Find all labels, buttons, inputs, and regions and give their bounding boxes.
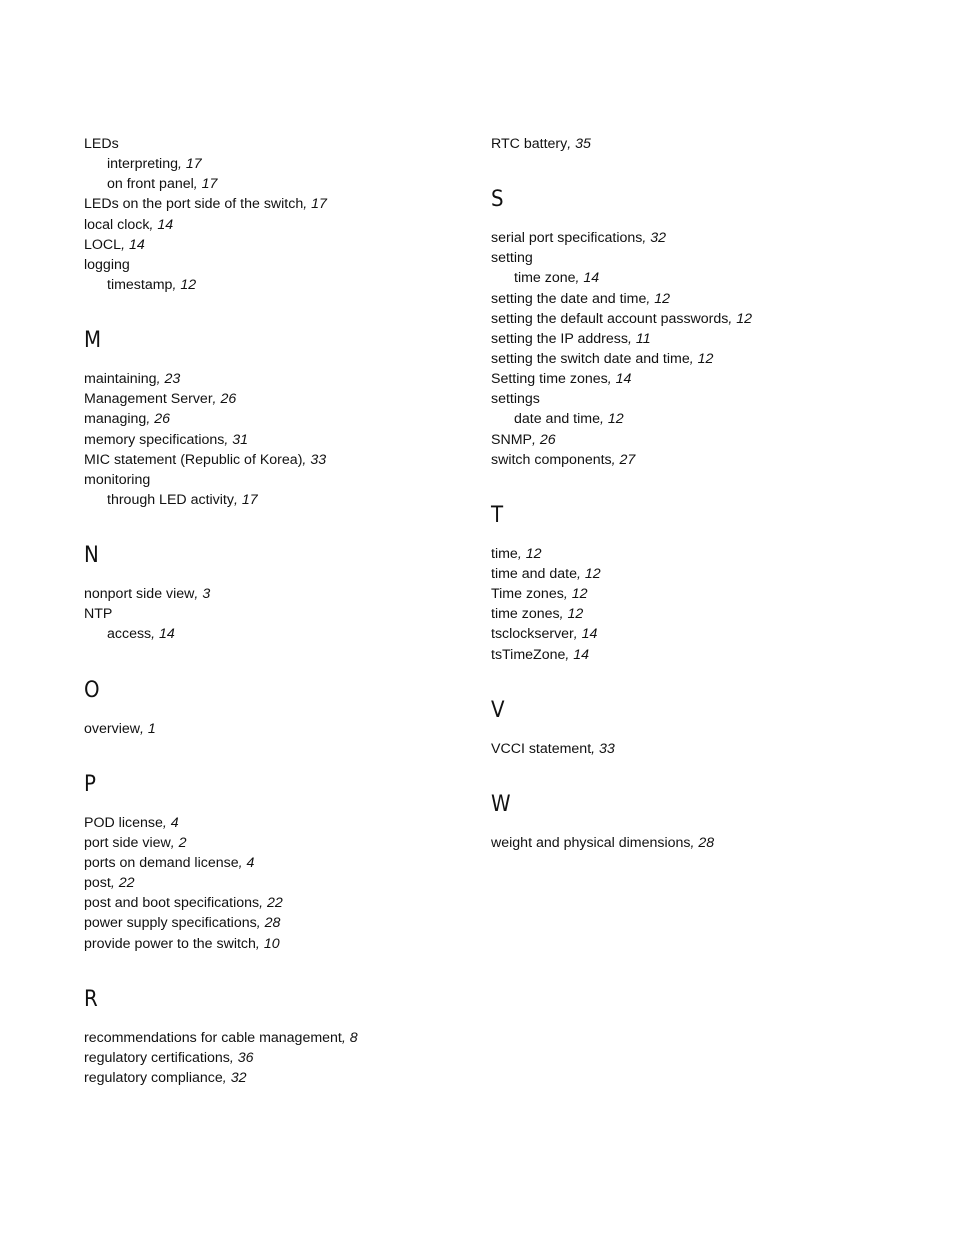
entry-term: weight and physical dimensions [491,834,691,851]
entry-term: time and date [491,565,577,582]
entry-page-link[interactable]: 1 [147,720,156,737]
entry-page-link[interactable]: 12 [525,545,542,562]
entry-term: interpreting [107,156,178,173]
entry-term: VCCI statement [491,740,592,757]
entry-page-link[interactable]: 14 [157,216,174,233]
entry-page-link[interactable]: 22 [266,895,283,912]
entry-term: maintaining [84,371,157,388]
entry-term: timestamp [107,276,173,293]
index-entry: switch components, 27 [491,451,636,468]
entry-page-link[interactable]: 12 [607,411,624,428]
index-entry: nonport side view, 3 [84,586,211,603]
index-entry: time zones, 12 [491,606,584,623]
entry-term: LOCL [84,236,122,253]
index-section-p [84,771,464,954]
entry-page-link[interactable]: 14 [583,270,600,287]
entry-page-link[interactable]: 14 [581,626,598,643]
entry-term: time [491,545,518,562]
entry-page-link[interactable]: 33 [310,451,327,468]
entry-page-link[interactable]: 33 [599,740,615,757]
index-section-w [491,791,891,853]
index-column-right [491,134,891,853]
index-section-continued [84,134,464,295]
index-entry: SNMP, 26 [491,431,556,448]
entry-term: setting the switch date and time [491,350,690,367]
entry-page-link[interactable]: 27 [619,451,636,468]
entry-term: power supply specifications [84,915,257,932]
entry-page-link[interactable]: 12 [654,290,671,307]
entry-term: Management Server [84,391,213,408]
entry-term: ports on demand license [84,854,239,871]
entry-page-link[interactable]: 22 [118,875,135,892]
entry-term: local clock [84,216,150,233]
entry-page-link[interactable]: 11 [635,330,651,347]
entry-term: switch components [491,451,612,468]
index-entry: weight and physical dimensions, 28 [491,834,715,851]
index-subentry: date and time, 12 [514,411,624,428]
index-entry: regulatory compliance, 32 [84,1069,247,1086]
index-entry: time, 12 [491,545,542,562]
entry-page-link[interactable]: 26 [539,431,556,448]
index-section-n [84,542,464,644]
entry-page-link[interactable]: 14 [615,371,632,388]
entry-page-link[interactable]: 14 [128,236,145,253]
entry-term: setting the IP address [491,330,628,347]
entry-page-link[interactable]: 28 [698,834,715,851]
entry-page-link[interactable]: 17 [185,156,202,173]
index-section-s [491,186,891,470]
entry-page-link[interactable]: 32 [230,1069,247,1086]
entry-term: time zone [514,270,576,287]
index-entry: ports on demand license, 4 [84,854,255,871]
section-letter: N [84,543,99,569]
section-letter: W [491,791,511,817]
index-entry: memory specifications, 31 [84,431,249,448]
index-entry: tsTimeZone, 14 [491,646,590,663]
entry-page-link[interactable]: 10 [263,935,280,952]
index-entry: setting the date and time, 12 [491,290,671,307]
entry-page-link[interactable]: 4 [246,854,255,871]
index-entry: local clock, 14 [84,216,174,233]
entry-page-link[interactable]: 3 [202,586,211,603]
index-entry: post, 22 [84,875,135,892]
entry-page-link[interactable]: 2 [178,834,187,851]
index-subentry: on front panel, 17 [107,176,218,193]
entry-term: port side view [84,834,171,851]
entry-page-link[interactable]: 12 [736,310,753,327]
entry-page-link[interactable]: 36 [237,1049,254,1066]
index-entry: recommendations for cable management, 8 [84,1029,358,1046]
entry-term: logging [84,256,130,273]
index-section-o [84,677,464,739]
entry-page-link[interactable]: 17 [311,196,327,213]
entry-page-link[interactable]: 31 [232,431,249,448]
index-entry: provide power to the switch, 10 [84,935,280,952]
entry-term: Time zones [491,586,564,603]
index-entry: serial port specifications, 32 [491,230,667,247]
entry-page-link[interactable]: 32 [650,230,667,247]
index-entry: LOCL, 14 [84,236,145,253]
entry-page-link[interactable]: 35 [575,136,591,152]
index-subentry: interpreting, 17 [107,156,202,173]
section-letter: O [84,677,100,703]
index-entry: regulatory certifications, 36 [84,1049,254,1066]
entry-term: setting the date and time [491,290,647,307]
entry-term: regulatory certifications [84,1049,230,1066]
entry-page-link[interactable]: 8 [349,1029,358,1046]
entry-term: regulatory compliance [84,1069,223,1086]
index-entry [84,134,464,154]
index-entry: managing, 26 [84,411,170,428]
entry-page-link[interactable]: 28 [264,915,281,932]
entry-page-link[interactable]: 17 [241,491,258,508]
section-letter: S [491,187,504,213]
index-entry [491,389,891,409]
entry-term: managing [84,411,147,428]
index-entry: post and boot specifications, 22 [84,895,283,912]
entry-term: time zones [491,606,560,623]
entry-term: settings [491,391,540,408]
section-letter: P [84,771,96,797]
entry-term: NTP [84,606,113,623]
entry-term: POD license [84,814,163,831]
entry-page-link[interactable]: 12 [567,606,584,623]
index-entry: tsclockserver, 14 [491,626,598,643]
index-entry [84,255,464,275]
index-section-r [84,986,464,1088]
entry-term: through LED activity [107,491,234,508]
entry-term: access [107,626,152,643]
entry-page-link[interactable]: 26 [154,411,170,428]
index-entry: Management Server, 26 [84,391,237,408]
entry-term: serial port specifications [491,230,643,247]
entry-page-link[interactable]: 14 [159,626,175,643]
index-entry: VCCI statement, 33 [491,740,615,757]
index-entry: setting the IP address, 11 [491,330,651,347]
index-subentry: timestamp, 12 [107,276,197,293]
entry-term: on front panel [107,176,194,193]
entry-term: LEDs on the port side of the switch [84,196,304,213]
entry-page-link[interactable]: 12 [697,350,714,367]
entry-term: provide power to the switch [84,935,256,952]
entry-page-link[interactable]: 4 [170,814,179,831]
entry-term: RTC battery [491,136,568,152]
index-section-t [491,502,891,665]
index-subentry: through LED activity, 17 [107,491,258,508]
entry-page-link[interactable]: 14 [573,646,590,663]
index-entry: setting the switch date and time, 12 [491,350,714,367]
entry-term: tsclockserver [491,626,574,643]
entry-term: LEDs [84,136,119,152]
index-entry: maintaining, 23 [84,371,181,388]
entry-term: memory specifications [84,431,225,448]
entry-page-link[interactable]: 12 [584,565,601,582]
index-entry [491,248,891,268]
entry-page-link[interactable]: 12 [571,586,588,603]
entry-term: monitoring [84,471,151,488]
index-entry: setting the default account passwords, 12 [491,310,753,327]
section-letter: R [84,986,98,1012]
entry-term: setting the default account passwords [491,310,729,327]
index-section-m [84,327,464,510]
section-letter: V [491,697,505,723]
section-letter: M [84,328,102,354]
index-entry: RTC battery, 35 [491,136,591,152]
index-entry: Time zones, 12 [491,586,588,603]
index-entry [84,604,464,624]
entry-page-link[interactable]: 17 [201,176,218,193]
index-subentry: time zone, 14 [514,270,600,287]
entry-term: post [84,875,111,892]
entry-term: tsTimeZone [491,646,566,663]
index-subentry: access, 14 [107,626,175,643]
index-entry: port side view, 2 [84,834,187,851]
entry-term: Setting time zones [491,371,608,388]
entry-term: SNMP [491,431,532,448]
index-entry: POD license, 4 [84,814,179,831]
index-section-v [491,697,891,759]
index-entry: overview, 1 [84,720,156,737]
entry-term: post and boot specifications [84,895,260,912]
index-entry: Setting time zones, 14 [491,371,632,388]
entry-term: overview [84,720,140,737]
entry-term: nonport side view [84,586,195,603]
entry-term: setting [491,250,533,267]
index-entry: LEDs on the port side of the switch, 17 [84,196,327,213]
entry-page-link[interactable]: 23 [164,371,181,388]
index-entry [84,470,464,490]
entry-term: date and time [514,411,600,428]
entry-page-link[interactable]: 26 [220,391,237,408]
index-entry: power supply specifications, 28 [84,915,281,932]
index-entry: MIC statement (Republic of Korea), 33 [84,451,327,468]
entry-term: recommendations for cable management [84,1029,342,1046]
section-letter: T [491,502,504,528]
index-section-continued [491,134,891,154]
index-entry: time and date, 12 [491,565,601,582]
entry-page-link[interactable]: 12 [180,276,197,293]
index-column-left [84,134,464,1088]
entry-term: MIC statement (Republic of Korea) [84,451,303,468]
